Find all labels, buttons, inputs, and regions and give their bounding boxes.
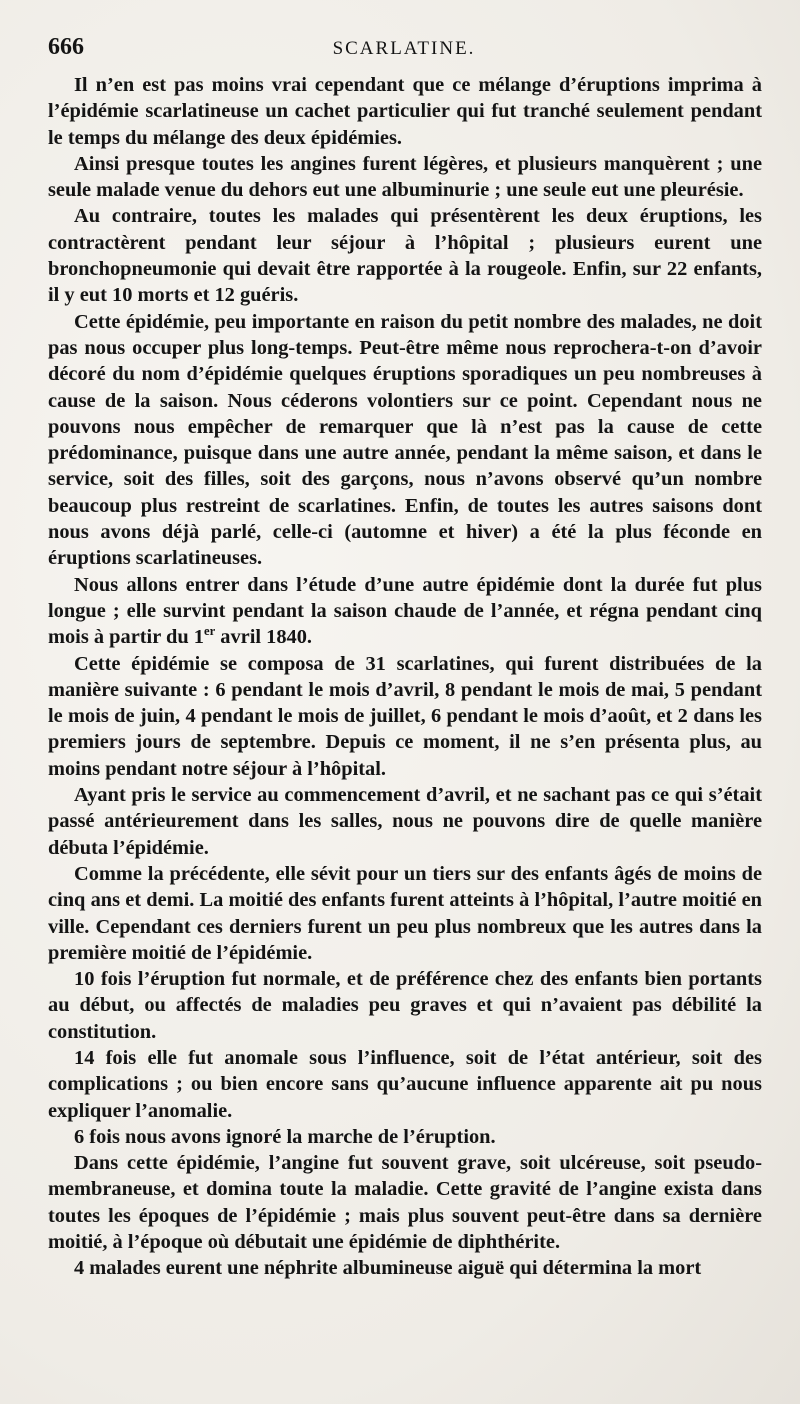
paragraph: 10 fois l’éruption fut normale, et de préférence chez des enfants bien portants au début, ou affectés de maladies peu graves et qui n’avaient pas débilité la constitution. (48, 968, 762, 1043)
paragraph: 14 fois elle fut anomale sous l’influence, soit de l’état antérieur, soit des complications ; ou bien encore sans qu’aucune influence apparente ait pu nous expliquer l’anomalie. (48, 1046, 762, 1122)
paragraph: Ayant pris le service au commencement d’avril, et ne sachant pas ce qui s’était passé antérieurement dans les salles, nous ne pouvons dire de quelle manière débuta l’épidémie. (48, 784, 762, 859)
paragraph: Cette épidémie, peu importante en raison du petit nombre des malades, ne doit pas nous occuper plus long-temps. Peut-être même nous reprochera-t-on d’avoir décoré du nom d’épidémie quelques éruptions sporadiques un peu nombreuses à cause de la saison. Nous céderons volontiers sur ce point. Cependant nous ne pouvons nous empêcher de remarquer que là n’est pas la cause de cette prédominance, puisque dans une autre année, pendant la même saison, et dans le service, soit des filles, soit des garçons, nous n’avons observé qu’un nombre beaucoup plus restreint de scarlatines. Enfin, de toutes les autres saisons dont nous avons déjà parlé, celle-ci (automne et hiver) a été la plus féconde en éruptions scarlatineuses. (48, 310, 762, 570)
paragraph: Comme la précédente, elle sévit pour un tiers sur des enfants âgés de moins de cinq ans et demi. La moitié des enfants furent atteints à l’hôpital, l’autre moitié en ville. Cependant ces derniers furent un peu plus nombreux que les autres dans la première moitié de l’épidémie. (48, 862, 762, 964)
paragraph: Cette épidémie se composa de 31 scarlatines, qui furent distribuées de la manière suivante : 6 pendant le mois d’avril, 8 pendant le mois de mai, 5 pendant le mois de juin, 4 pendant le mois de juillet, 6 pendant le mois d’août, et 2 dans les premiers jours de septembre. Depuis ce moment, il ne s’en présenta plus, au moins pendant notre séjour à l’hôpital. (48, 652, 762, 780)
paragraph: Il n’en est pas moins vrai cependant que ce mélange d’éruptions imprima à l’épidémie scarlatineuse un cachet particulier qui fut tranché seulement pendant le temps du mélange des deux épidémies. (48, 74, 762, 149)
paragraph: 4 malades eurent une néphrite albumineuse aiguë qui détermina la mort (74, 1257, 702, 1280)
paragraph: Au contraire, toutes les malades qui présentèrent les deux éruptions, les contractèrent pendant leur séjour à l’hôpital ; plusieurs eurent une bronchopneumonie qui devait être rapportée à la rougeole. Enfin, sur 22 enfants, il y eut 10 morts et 12 guéris. (48, 205, 762, 307)
ordinal-suffix: er (203, 624, 216, 639)
page-body (48, 72, 762, 1282)
page-number: 666 (48, 34, 84, 60)
page-header (48, 34, 760, 66)
paragraph: Ainsi presque toutes les angines furent légères, et plusieurs manquèrent ; une seule malade venue du dehors eut une albuminurie ; une seule eut une pleurésie. (48, 152, 762, 202)
paragraph: Nous allons entrer dans l’étude d’une autre épidémie dont la durée fut plus longue ; elle survint pendant la saison chaude de l’année, et régna pendant cinq mois à partir du 1er avril 1840. (48, 573, 762, 649)
paragraph: Dans cette épidémie, l’angine fut souvent grave, soit ulcéreuse, soit pseudo-membraneuse, et domina toute la maladie. Cette gravité de l’angine exista dans toutes les époques de l’épidémie ; mais plus souvent peut-être dans sa dernière moitié, à l’époque où débutait une épidémie de diphthérite. (48, 1152, 762, 1254)
running-title: SCARLATINE. (332, 38, 476, 59)
paragraph: 6 fois nous avons ignoré la marche de l’éruption. (74, 1125, 496, 1148)
